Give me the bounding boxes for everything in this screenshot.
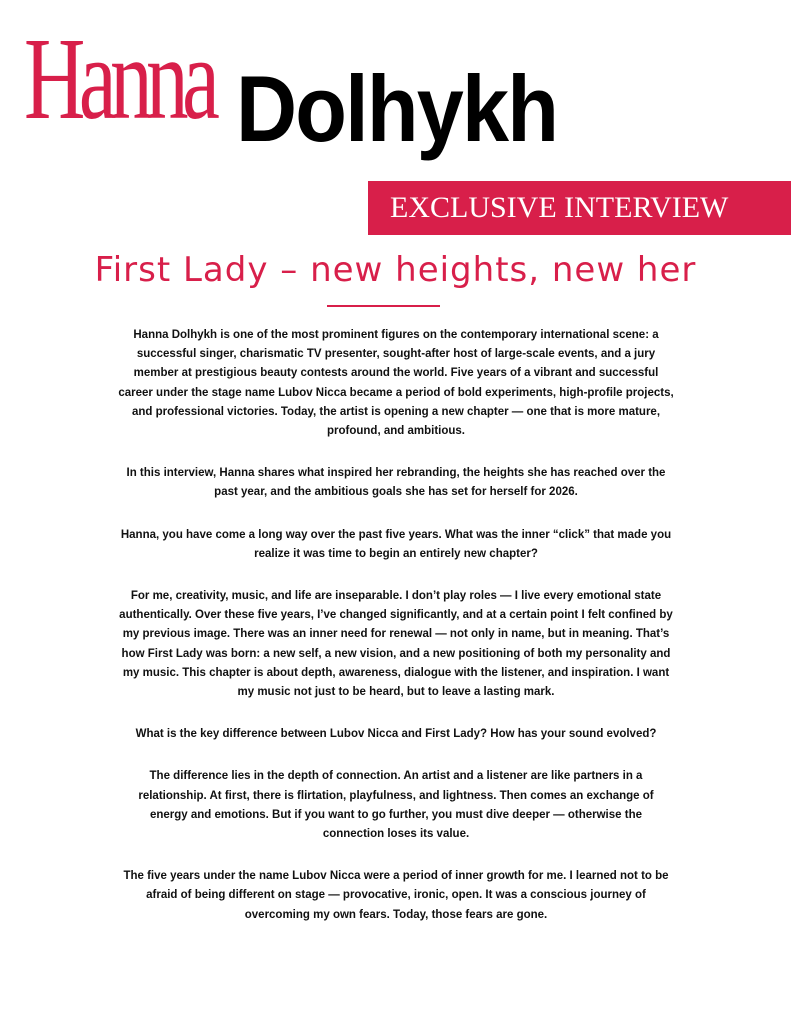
header-first-name: Hanna [24, 13, 214, 144]
title-divider [327, 305, 440, 307]
question-2: What is the key difference between Lubov Nicca and First Lady? How has your sound evolved? [135, 728, 657, 741]
article-title: First Lady – new heights, new her [94, 250, 697, 290]
intro-paragraph: Hanna Dolhykh is one of the most prominent figures on the contemporary international scene: a successful singer, charismatic TV presenter, sought-after host of large-scale events, and a jury member at prestigious beauty contests around the world. Five years of a vibrant and successful career under the stage name Lubov Nicca became a period of bold experiments, high-profile projects, and professional victories. Today, the artist is opening a new chapter — one that is more mature, profound, and ambitious. [118, 329, 674, 438]
exclusive-interview-banner [368, 181, 791, 235]
lead-paragraph: In this interview, Hanna shares what inspired her rebranding, the heights she has reached over the past year, and the ambitious goals she has set for herself for 2026. [126, 467, 666, 499]
answer-3: The five years under the name Lubov Nicca were a period of inner growth for me. I learned not to be afraid of being different on stage — provocative, ironic, open. It was a conscious journey of overcoming my own fears. Today, those fears are gone. [123, 870, 669, 921]
header-last-name: Dolhykh [236, 56, 558, 161]
banner-label: EXCLUSIVE INTERVIEW [390, 191, 729, 224]
answer-1: For me, creativity, music, and life are inseparable. I don’t play roles — I live every emotional state authentically. Over these five years, I’ve changed significantly, and at a certain point I felt confined by my previous image. There was an inner need for renewal — not only in name, but in meaning. That’s how First Lady was born: a new self, a new vision, and a new positioning of both my personality and my music. This chapter is about depth, awareness, dialogue with the listener, and inspiration. I want my music not just to be heard, but to leave a lasting mark. [119, 590, 673, 699]
question-1: Hanna, you have come a long way over the past five years. What was the inner “click” that made you realize it was time to begin an entirely new chapter? [120, 528, 672, 560]
answer-2: The difference lies in the depth of connection. An artist and a listener are like partners in a relationship. At first, there is flirtation, playfulness, and lightness. Then comes an exchange of energy and emotions. But if you want to go further, you must dive deeper — otherwise the connection loses its value. [138, 770, 654, 841]
article-body [118, 326, 674, 948]
